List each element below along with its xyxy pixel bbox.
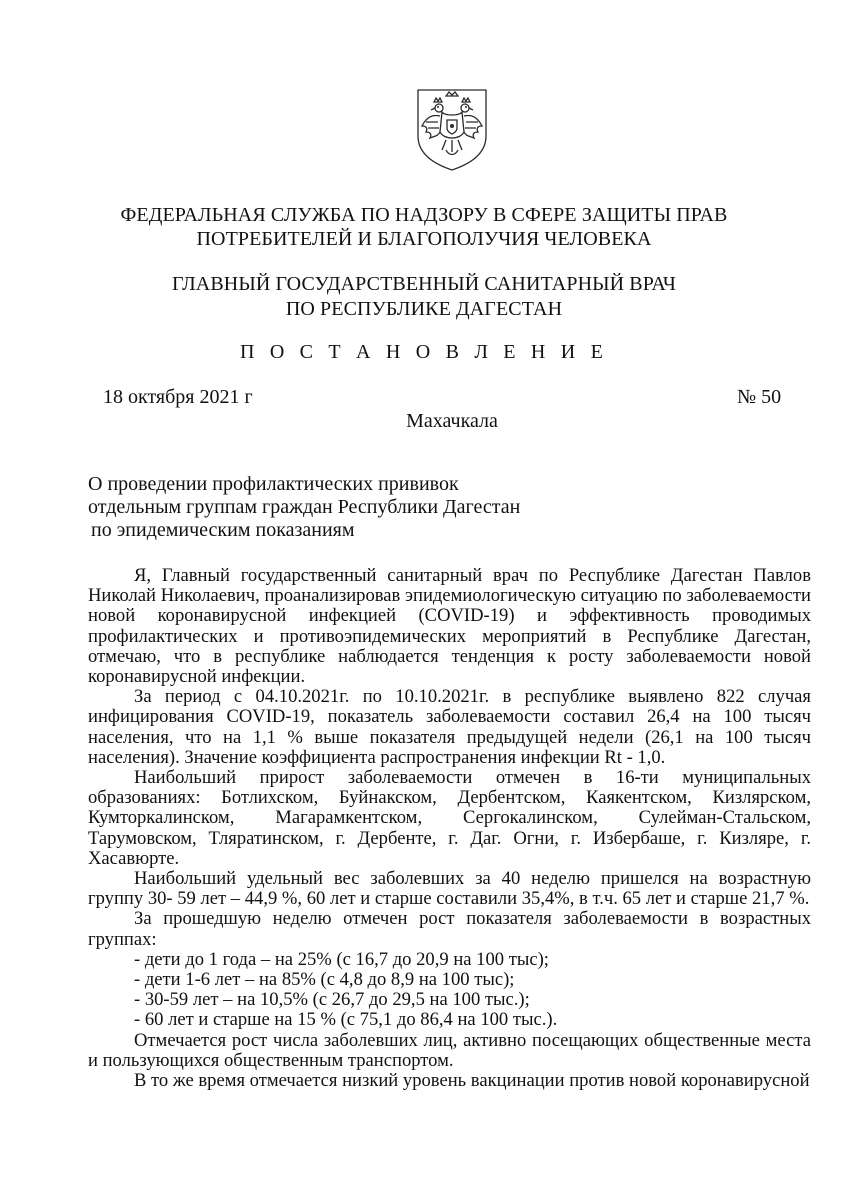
- official-title-line-2: ПО РЕСПУБЛИКЕ ДАГЕСТАН: [285, 298, 563, 320]
- list-item: - 60 лет и старше на 15 % (с 75,1 до 86,4 на 100 тыс.).: [134, 1009, 558, 1031]
- body-paragraph: В то же время отмечается низкий уровень вакцинации против новой коронавирусной: [134, 1070, 810, 1092]
- official-title-line-1: ГЛАВНЫЙ ГОСУДАРСТВЕННЫЙ САНИТАРНЫЙ ВРАЧ: [171, 273, 677, 295]
- list-item: - дети до 1 года – на 25% (с 16,7 до 20,9 на 100 тыс);: [134, 948, 549, 970]
- subject-line: отдельным группам граждан Республики Дагестан: [88, 496, 521, 518]
- document-date: 18 октября 2021 г: [103, 386, 253, 408]
- document-subject: [88, 473, 520, 542]
- document-body: [88, 566, 811, 1091]
- body-paragraph: Отмечается рост числа заболевших лиц, активно посещающих общественные места и пользующихся общественным транспортом.: [88, 1029, 811, 1071]
- coat-of-arms-emblem: [412, 86, 492, 172]
- body-paragraph: Наибольший удельный вес заболевших за 40 неделю пришелся на возрастную группу 30- 59 лет – 44,9 %, 60 лет и старше составили 35,4%, в т.ч. 65 лет и старше 21,7 %.: [88, 868, 811, 910]
- document-number: № 50: [737, 386, 782, 408]
- body-paragraph: За прошедшую неделю отмечен рост показателя заболеваемости в возрастных группах:: [88, 908, 811, 950]
- body-paragraph: За период с 04.10.2021г. по 10.10.2021г. в республике выявлено 822 случая инфицирования COVID-19, показатель заболеваемости составил 26,4 на 100 тысяч населения, что на 1,1 % выше показателя предыдущей недели (26,1 на 100 тысяч населения). Значение коэффициента распространения инфекции Rt - 1,0.: [88, 686, 811, 768]
- agency-name-line-1: ФЕДЕРАЛЬНАЯ СЛУЖБА ПО НАДЗОРУ В СФЕРЕ ЗАЩИТЫ ПРАВ: [120, 204, 728, 226]
- russian-coat-of-arms-icon: [412, 86, 492, 172]
- document-city: Махачкала: [406, 410, 498, 432]
- list-item: - дети 1-6 лет – на 85% (с 4,8 до 8,9 на 100 тыс);: [134, 969, 515, 991]
- body-paragraph: Я, Главный государственный санитарный врач по Республике Дагестан Павлов Николай Николаевич, проанализировав эпидемиологическую ситуацию по заболеваемости новой коронавирусной инфекцией (COVID-19) и эффективность проводимых профилактических и противоэпидемических мероприятий в Республике Дагестан, отмечаю, что в республике наблюдается тенденция к росту заболеваемости новой коронавирусной инфекции.: [88, 565, 811, 688]
- list-item: - 30-59 лет – на 10,5% (с 26,7 до 29,5 на 100 тыс.);: [134, 989, 530, 1011]
- agency-name-line-2: ПОТРЕБИТЕЛЕЙ И БЛАГОПОЛУЧИЯ ЧЕЛОВЕКА: [196, 228, 652, 250]
- subject-line: по эпидемическим показаниям: [91, 519, 355, 541]
- document-type-title: П О С Т А Н О В Л Е Н И Е: [240, 341, 608, 363]
- body-paragraph: Наибольший прирост заболеваемости отмечен в 16-ти муниципальных образованиях: Ботлихском, Буйнакском, Дербентском, Каякентском, Кизлярском, Кумторкалинском, Магарамкентском, Сергокалинском, Сулейман-Стальском, Тарумовском, Тляратинском, г. Дербенте, г. Даг. Огни, г. Избербаше, г. Кизляре, г. Хасавюрте.: [88, 767, 811, 869]
- subject-line: О проведении профилактических прививок: [88, 473, 459, 495]
